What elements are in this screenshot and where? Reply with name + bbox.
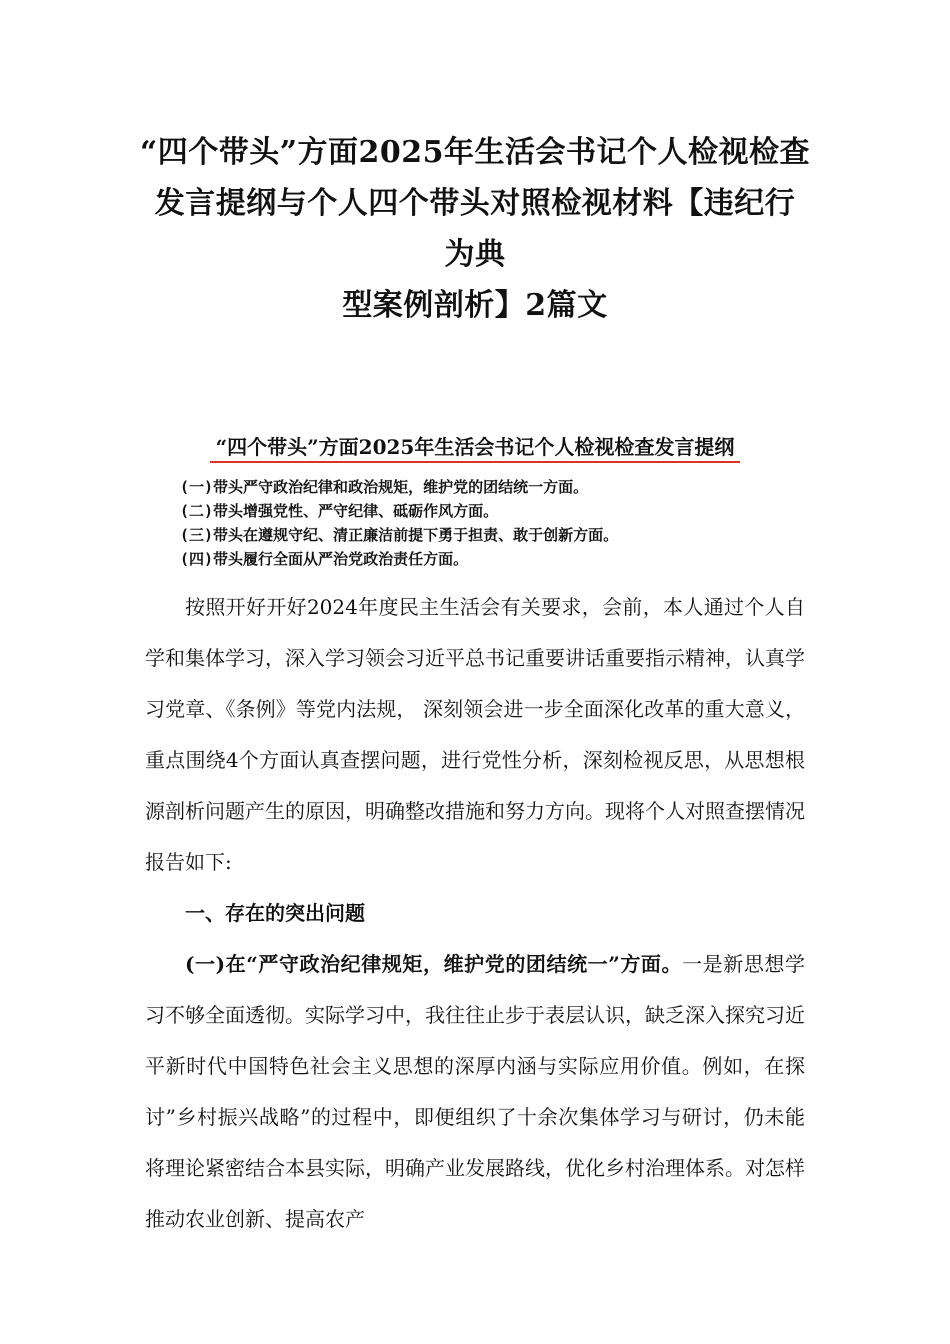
outline-item: (四)带头履行全面从严治党政治责任方面。: [180, 550, 469, 568]
subtitle-block: [145, 434, 805, 463]
title-line-3: 型案例剖析】2篇文: [342, 288, 608, 323]
section-subtitle: “四个带头”方面2025年生活会书记个人检视检查发言提纲: [210, 434, 741, 463]
subsection-heading: (一)在“严守政治纪律规矩，维护党的团结统一”方面。: [185, 952, 683, 976]
section-heading: 一、存在的突出问题: [185, 901, 365, 925]
outline-item: (二)带头增强党性、严守纪律、砥砺作风方面。: [180, 502, 499, 520]
document-title: [140, 127, 810, 331]
outline-item: (三)带头在遵规守纪、清正廉洁前提下勇于担责、敢于创新方面。: [180, 526, 619, 544]
section-paragraph: [145, 939, 805, 1245]
document-body: [145, 582, 805, 1245]
title-line-2: 发言提纲与个人四个带头对照检视材料【违纪行为典: [154, 186, 796, 272]
subsection-text: 一是新思想学习不够全面透彻。实际学习中，我往往止步于表层认识，缺乏深入探究习近平新时代中国特色社会主义思想的深厚内涵与实际应用价值。例如，在探讨”乡村振兴战略”的过程中，即便组织了十余次集体学习与研讨，仍未能将理论紧密结合本县实际，明确产业发展路线，优化乡村治理体系。对怎样推动农业创新、提高农产: [145, 952, 806, 1231]
intro-paragraph: 按照开好开好2024年度民主生活会有关要求，会前，本人通过个人自学和集体学习，深入学习领会习近平总书记重要讲话重要指示精神，认真学习党章、《条例》等党内法规， 深刻领会进一步全面深化改革的重大意义，重点围绕4个方面认真查摆问题，进行党性分析，深刻检视反思，从思想根源剖析问题产生的原因，明确整改措施和努力方向。现将个人对照查摆情况报告如下:: [145, 595, 805, 874]
outline-item: (一)带头严守政治纪律和政治规矩，维护党的团结统一方面。: [180, 478, 589, 496]
outline-list: [180, 475, 820, 571]
title-line-1: “四个带头”方面2025年生活会书记个人检视检查: [140, 135, 811, 170]
